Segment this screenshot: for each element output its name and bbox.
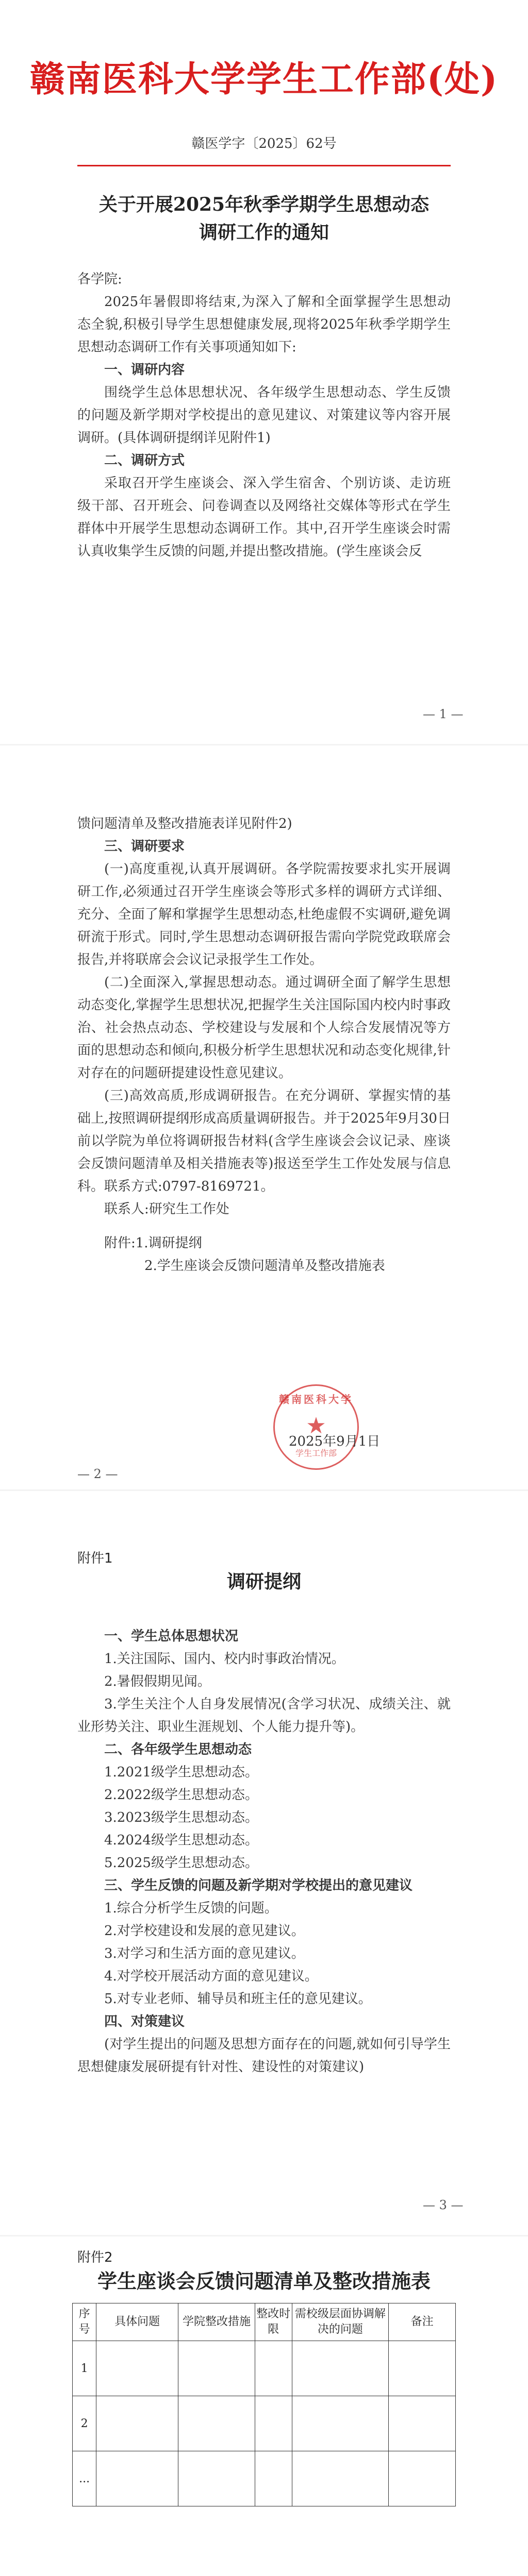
requirements-body	[77, 812, 451, 1277]
outline-item: 2.2022级学生思想动态。	[104, 1787, 258, 1803]
outline-item: 2.对学校建设和发展的意见建议。	[104, 1923, 305, 1939]
page-number-2: — 2 —	[77, 1467, 118, 1481]
outline-section-4: 四、对策建议	[104, 2014, 185, 2029]
continued-text: 馈问题清单及整改措施表详见附件2)	[77, 816, 292, 832]
outline-item: 4.2024级学生思想动态。	[104, 1833, 258, 1848]
outline-item: 1.2021级学生思想动态。	[104, 1765, 258, 1780]
section-2-text: 采取召开学生座谈会、深入学生宿舍、个别访谈、走访班级干部、召开班会、问卷调查以及网络社交媒体等形式在学生群体中开展学生思想动态调研工作。其中,召开学生座谈会时需认真收集学生反馈的问题,并提出整改措施。(学生座谈会反	[77, 476, 451, 559]
table-cell[interactable]	[389, 2396, 456, 2451]
official-seal	[273, 1384, 359, 1470]
outline-item: 3.学生关注个人自身发展情况(含学习状况、成绩关注、就业形势关注、职业生涯规划、个人能力提升等)。	[77, 1697, 451, 1735]
outline-section-1: 一、学生总体思想状况	[104, 1629, 239, 1644]
outline-item: 5.对专业老师、辅导员和班主任的意见建议。	[104, 1991, 372, 2007]
outline-item: 2.暑假假期见闻。	[104, 1674, 211, 1689]
table-cell[interactable]	[292, 2341, 389, 2396]
outline-section-3: 三、学生反馈的问题及新学期对学校提出的意见建议	[104, 1878, 413, 1893]
column-header-index: 序号	[73, 2303, 96, 2341]
table-cell[interactable]	[255, 2341, 292, 2396]
outline-item: 3.对学习和生活方面的意见建议。	[104, 1946, 305, 1961]
table-cell[interactable]	[255, 2451, 292, 2506]
outline-title: 调研提纲	[226, 1571, 301, 1592]
outline-item: 1.综合分析学生反馈的问题。	[104, 1901, 278, 1916]
section-2-heading: 二、调研方式	[104, 453, 185, 468]
table-cell[interactable]	[292, 2451, 389, 2506]
table-cell[interactable]	[178, 2451, 255, 2506]
issue-date: 2025年9月1日	[289, 1434, 381, 1449]
section-3-heading: 三、调研要求	[104, 839, 185, 854]
requirement-1: (一)高度重视,认真开展调研。各学院需按要求扎实开展调研工作,必须通过召开学生座谈会等形式多样的调研方式详细、充分、全面了解和掌握学生思想动态,杜绝虚假不实调研,避免调研流于形式。同时,学生思想动态调研报告需向学院党政联席会报告,并将联席会会议记录报学生工作处。	[77, 861, 451, 968]
table-cell[interactable]	[96, 2341, 178, 2396]
table-title: 学生座谈会反馈问题清单及整改措施表	[97, 2270, 431, 2293]
attachment-1-label: 附件1	[77, 1551, 113, 1566]
table-row	[73, 2396, 456, 2451]
table-cell[interactable]	[255, 2396, 292, 2451]
table-cell[interactable]	[178, 2396, 255, 2451]
page-number-3: — 3 —	[423, 2198, 464, 2212]
page-2	[0, 745, 528, 1491]
table-cell[interactable]	[96, 2451, 178, 2506]
row-index: ...	[73, 2451, 96, 2506]
attachments-block	[77, 1232, 451, 1255]
column-header-deadline: 整改时限	[255, 2303, 292, 2341]
table-cell[interactable]	[178, 2341, 255, 2396]
table-row	[73, 2341, 456, 2396]
attachment-2: 2.学生座谈会反馈问题清单及整改措施表	[144, 1258, 385, 1274]
table-cell[interactable]	[389, 2341, 456, 2396]
seal-sub-text: 学生工作部	[295, 1448, 337, 1458]
outline-item: 5.2025级学生思想动态。	[104, 1855, 258, 1871]
section-1-text: 围绕学生总体思想状况、各年级学生思想动态、学生反馈的问题及新学期对学校提出的意见建议、对策建议等内容开展调研。(具体调研提纲详见附件1)	[77, 385, 451, 446]
outline-item: 1.关注国际、国内、校内时事政治情况。	[104, 1651, 345, 1667]
attachment-1: 1.调研提纲	[135, 1235, 202, 1251]
table-header-row	[73, 2303, 456, 2341]
salutation: 各学院:	[77, 272, 122, 287]
outline-section-4-text: (对学生提出的问题及思想方面存在的问题,就如何引导学生思想健康发展研提有针对性、建设性的对策建议)	[77, 2037, 451, 2075]
outline-item: 4.对学校开展活动方面的意见建议。	[104, 1969, 318, 1984]
table-cell[interactable]	[96, 2396, 178, 2451]
attachment-2-label: 附件2	[77, 2250, 113, 2265]
page-number-1: — 1 —	[423, 707, 464, 721]
notice-title-line-2: 调研工作的通知	[199, 222, 329, 243]
page-3	[0, 1491, 528, 2236]
intro-paragraph: 2025年暑假即将结束,为深入了解和全面掌握学生思想动态全貌,积极引导学生思想健康发展,现将2025年秋季学期学生思想动态调研工作有关事项通知如下:	[77, 294, 451, 355]
seal-text: 赣南医科大学	[279, 1393, 353, 1405]
notice-title	[0, 191, 528, 246]
column-header-problem: 具体问题	[96, 2303, 178, 2341]
table-row	[73, 2451, 456, 2506]
requirement-3: (三)高效高质,形成调研报告。在充分调研、掌握实情的基础上,按照调研提纲形成高质量调研报告。并于2025年9月30日前以学院为单位将调研报告材料(含学生座谈会会议记录、座谈会反馈问题清单及相关措施表等)报送至学生工作处发展与信息科。联系方式:0797-8169721。	[77, 1088, 451, 1194]
outline-item: 3.2023级学生思想动态。	[104, 1810, 258, 1825]
outline-section-2: 二、各年级学生思想动态	[104, 1742, 252, 1757]
column-header-measures: 学院整改措施	[178, 2303, 255, 2341]
table-cell[interactable]	[389, 2451, 456, 2506]
row-index: 1	[73, 2341, 96, 2396]
column-header-remarks: 备注	[389, 2303, 456, 2341]
feedback-table	[72, 2303, 456, 2506]
page-1	[0, 0, 528, 745]
contact-line: 联系人:研究生工作处	[104, 1201, 229, 1217]
red-divider	[77, 165, 451, 166]
column-header-school-issues: 需校级层面协调解决的问题	[292, 2303, 389, 2341]
outline-body	[77, 1625, 451, 2078]
document-number: 赣医学字〔2025〕62号	[191, 136, 337, 151]
table-cell[interactable]	[292, 2396, 389, 2451]
attachments-label: 附件:	[104, 1235, 136, 1251]
notice-title-line-1: 关于开展2025年秋季学期学生思想动态	[98, 194, 430, 215]
seal-star-icon: ★	[306, 1413, 326, 1439]
masthead: 赣南医科大学学生工作部(处)	[29, 59, 499, 100]
notice-body	[77, 268, 451, 563]
row-index: 2	[73, 2396, 96, 2451]
requirement-2: (二)全面深入,掌握思想动态。通过调研全面了解学生思想动态变化,掌握学生思想状况,把握学生关注国际国内校内时事政治、社会热点动态、学校建设与发展和个人综合发展情况等方面的思想动态和倾向,积极分析学生思想状况和动态变化规律,针对存在的问题研提建设性意见建议。	[77, 975, 451, 1081]
section-1-heading: 一、调研内容	[104, 362, 185, 378]
